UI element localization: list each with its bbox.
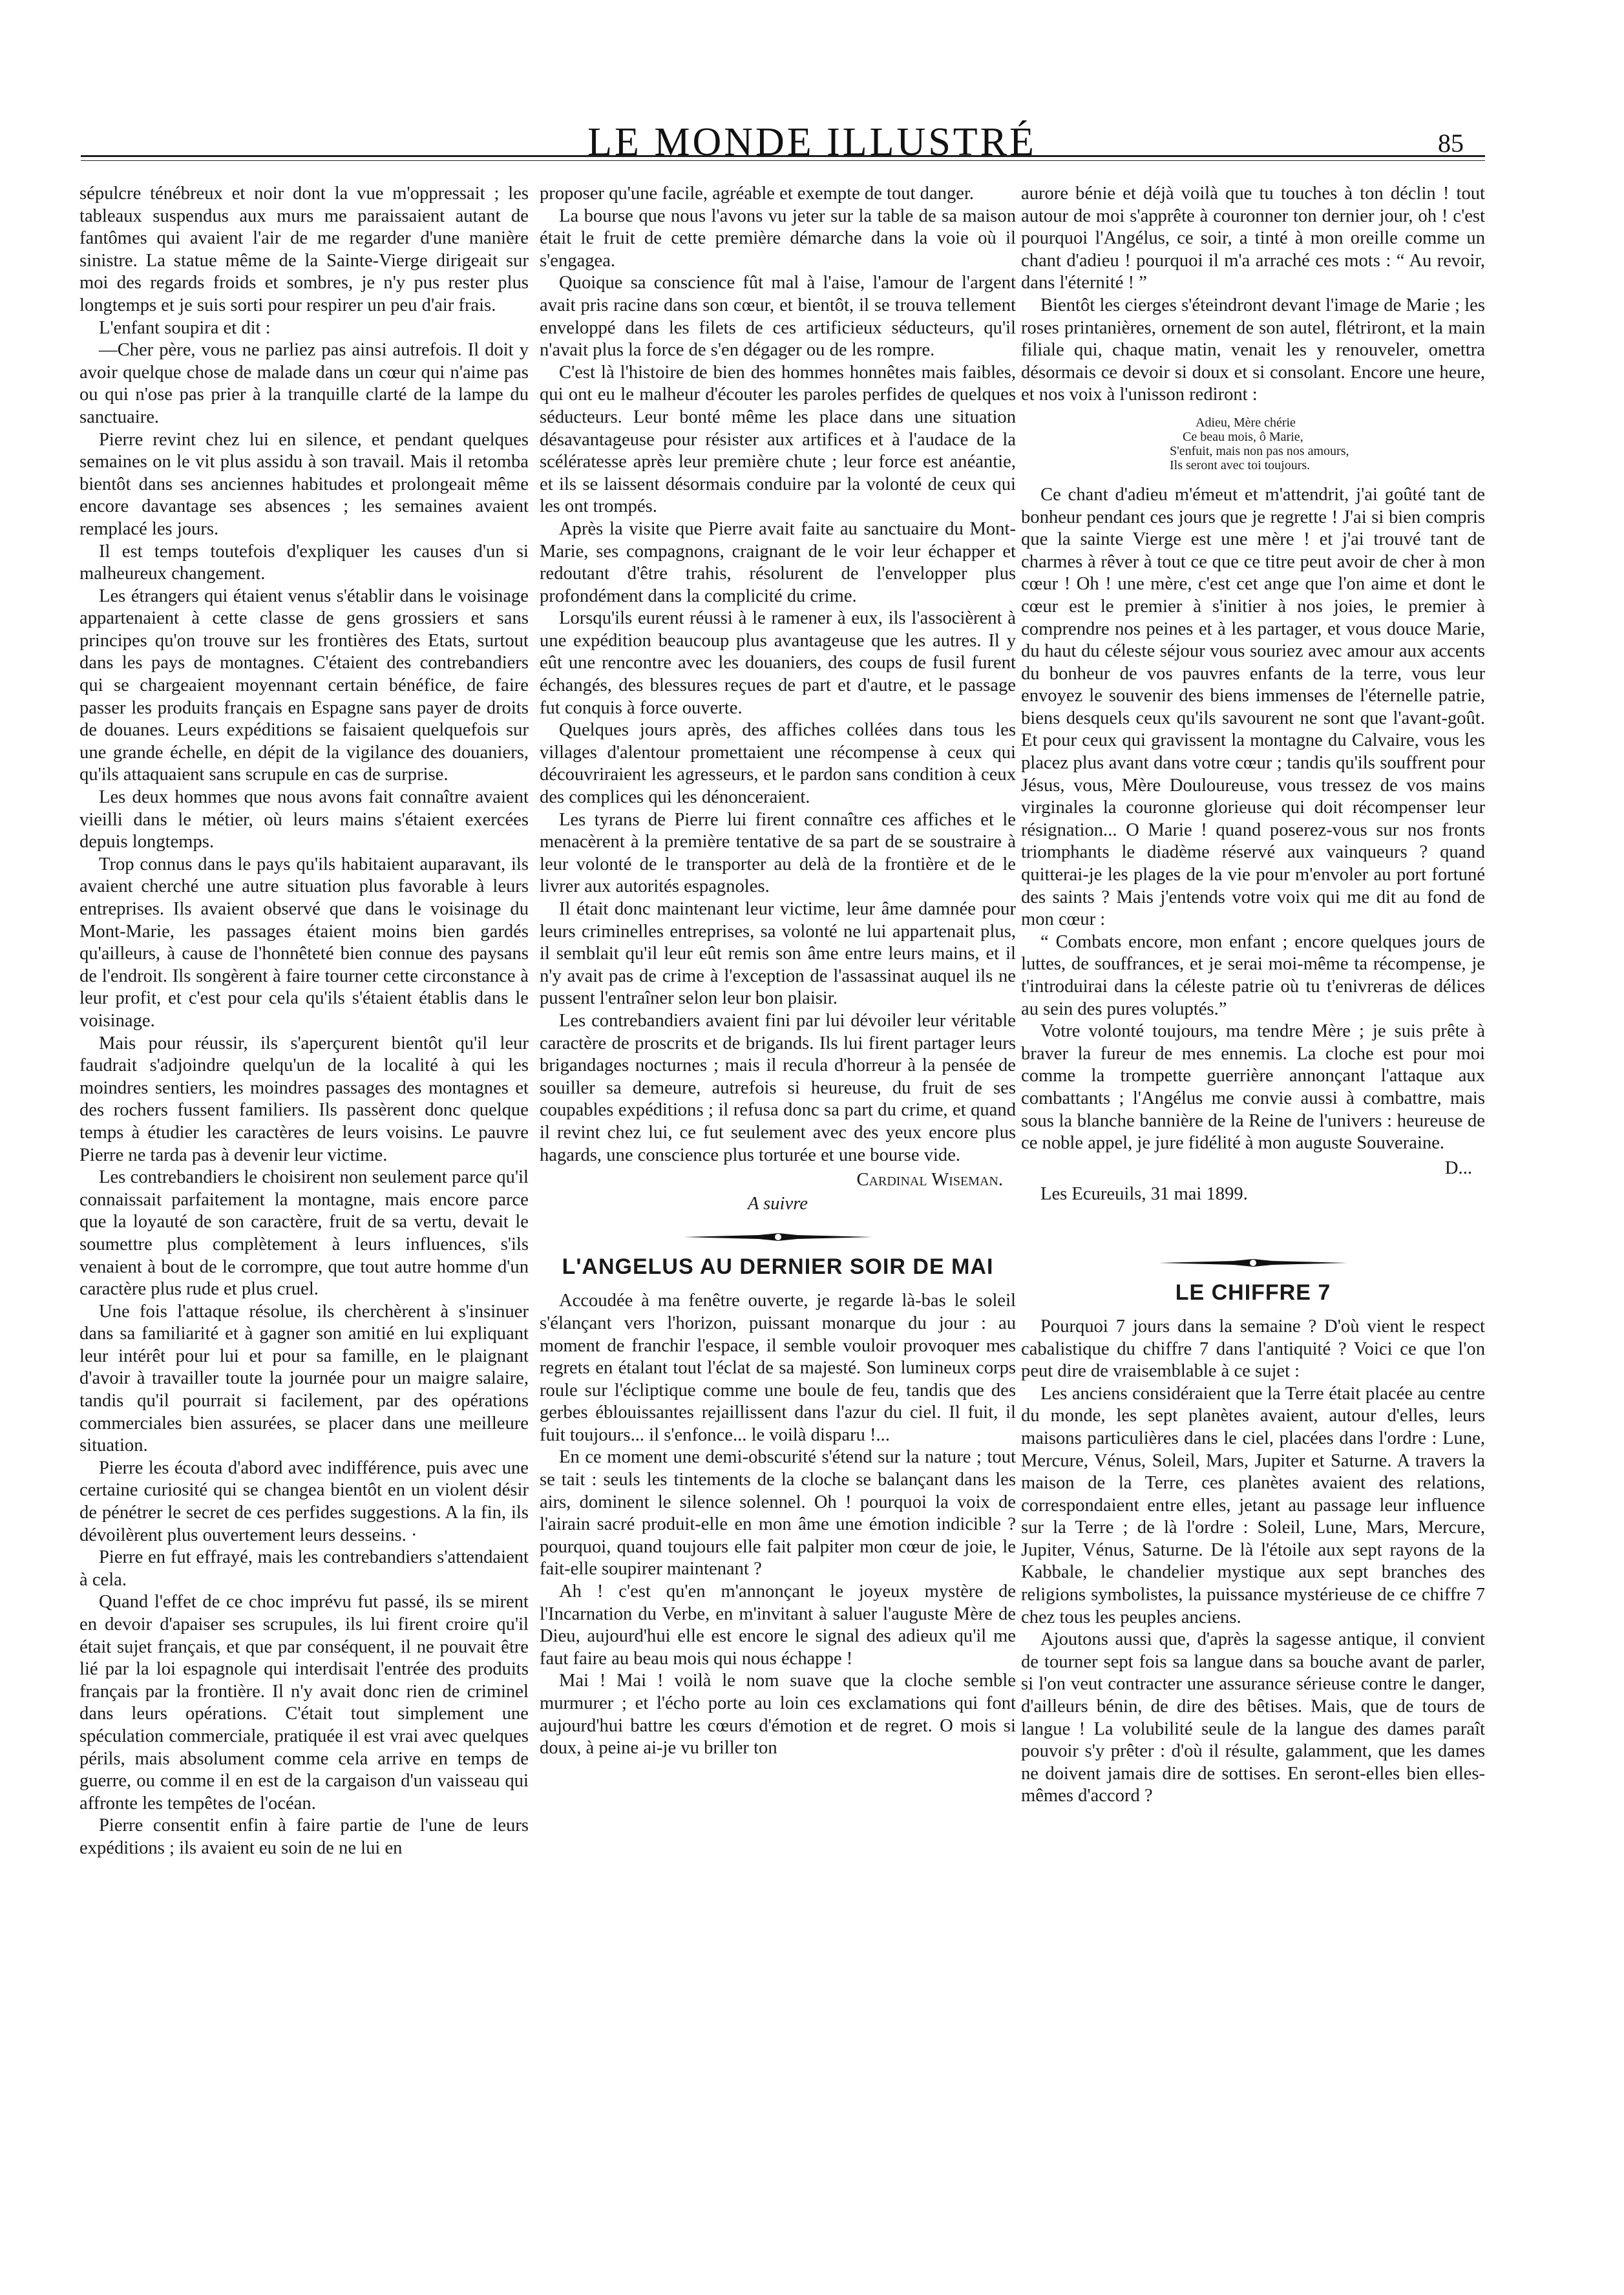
ornament-divider <box>1156 1258 1350 1268</box>
paragraph: En ce moment une demi-obscurité s'étend sur la nature ; tout se tait : seuls les tintements de la cloche se balançant dans les airs, dominent le silence solennel. Oh ! pourquoi la voix de l'airain sacré produit-elle en mon âme une émotion indicible ? pourquoi, quand toujours elle fait palpiter mon cœur de joie, le fait-elle soupirer maintenant ? <box>540 1447 1016 1580</box>
paragraph: Pierre les écouta d'abord avec indifférence, puis avec une certaine curiosité qui se changea bientôt en un violent désir de pénétrer le secret de ces perfides suggestions. A la fin, ils dévoilèrent plus ouvertement leurs desseins. · <box>79 1457 529 1545</box>
paragraph: Les deux hommes que nous avons fait connaître avaient vieilli dans le métier, où leurs mains s'étaient exercées depuis longtemps. <box>79 787 529 852</box>
paragraph: sépulcre ténébreux et noir dont la vue m'oppressait ; les tableaux suspendus aux murs me paraissaient autant de fantômes qui avaient l'air de me regarder d'une manière sinistre. La statue même de la Sainte-Vierge dirigeait sur moi des regards froids et sombres, je n'y pus rester plus longtemps et je suis sorti pour respirer un peu d'air frais. <box>79 184 529 315</box>
paragraph: Quelques jours après, des affiches collées dans tous les villages d'alentour promettaient une récompense à ceux qui découvriraient les agresseurs, et le pardon sans condition à ceux des complices qui les dénonceraient. <box>540 720 1016 808</box>
paragraph: Pierre revint chez lui en silence, et pendant quelques semaines on le vit plus assidu à son travail. Mais il retomba bientôt dans ses anciennes habitudes et prolongeait même encore davantage ses absences ; les semaines avaient remplacé les jours. <box>79 429 529 539</box>
column-2 <box>540 183 1016 2154</box>
paragraph: Pierre consentit enfin à faire partie de l'une de leurs expéditions ; ils avaient eu soin de ne lui en <box>79 1815 529 1858</box>
signature-prefix: Cardinal <box>856 1170 932 1190</box>
paragraph: Mai ! Mai ! voilà le nom suave que la cloche semble murmurer ; et l'écho porte au loin ces exclamations qui font aujourd'hui battre les cœurs d'émotion et de regret. O mois si doux, à peine ai-je vu briller ton <box>540 1671 1016 1759</box>
poem-line: Ils seront avec toi toujours. <box>1170 458 1311 472</box>
paragraph: Les tyrans de Pierre lui firent connaître ces affiches et le menacèrent à la première tentative de sa part de se soustraire à leur volonté de le transporter au delà de la frontière et de le livrer aux autorités espagnoles. <box>540 809 1016 897</box>
paragraph: —Cher père, vous ne parliez pas ainsi autrefois. Il doit y avoir quelque chose de malade dans un cœur qui n'aime pas ou qui n'ose pas prier à la tranquille clarté de la lampe du sanctuaire. <box>79 340 529 427</box>
page-number: 85 <box>1438 129 1464 158</box>
paragraph: L'enfant soupira et dit : <box>99 317 271 338</box>
paragraph: Ajoutons aussi que, d'après la sagesse antique, il convient de tourner sept fois sa langue dans sa bouche avant de parler, si l'on veut contracter une assurance sérieuse contre le danger, d'ailleurs bénin, de dire des bêtises. Mais, que de tours de langue ! La volubilité seule de la langue des dames paraît pouvoir s'y prêter : d'où il résulte, galamment, que les dames ne doivent jamais dire de sottises. En seront-elles bien elles-mêmes d'accord ? <box>1021 1629 1485 1806</box>
paragraph: La bourse que nous l'avons vu jeter sur la table de sa maison était le fruit de cette première démarche dans la voie où il s'engagea. <box>540 206 1016 271</box>
place-date: Les Ecureuils, 31 mai 1899. <box>1040 1184 1248 1205</box>
ornament-divider <box>681 1232 875 1242</box>
paragraph: “ Combats encore, mon enfant ; encore quelques jours de luttes, de souffrances, et je serai moi-même ta récompense, je t'introduirai dans la céleste patrie où tu t'enivreras de délices au sein des pures voluptés.” <box>1021 931 1485 1019</box>
paragraph: Il est temps toutefois d'expliquer les causes d'un si malheureux changement. <box>79 541 529 584</box>
author-signature: D... <box>1444 1158 1472 1178</box>
poem-line: Ce beau mois, ô Marie, <box>1183 429 1303 444</box>
column-3 <box>1021 183 1485 2154</box>
column-1 <box>79 183 529 2154</box>
paragraph: Trop connus dans le pays qu'ils habitaient auparavant, ils avaient cherché une autre situation plus favorable à leurs entreprises. Ils avaient observé que dans le voisinage du Mont-Marie, les passages étaient moins bien gardés qu'ailleurs, à cause de l'honnêteté bien connue des paysans de l'endroit. Ils songèrent à faire tourner cette circonstance à leur profit, et c'est pour cela qu'ils s'étaient établis dans le voisinage. <box>79 854 529 1031</box>
paragraph: aurore bénie et déjà voilà que tu touches à ton déclin ! tout autour de moi s'apprête à couronner ton dernier jour, oh ! c'est pourquoi l'Angélus, ce soir, a tinté à mon oreille comme un chant d'adieu ! pourquoi il m'a arraché ces mots : “ Au revoir, dans l'éternité ! ” <box>1021 184 1485 293</box>
paragraph: Mais pour réussir, ils s'aperçurent bientôt qu'il leur faudrait s'adjoindre quelqu'un de la localité à qui les moindres sentiers, les moindres passages des montagnes et des rochers fussent familiers. Ils passèrent donc quelque temps à étudier les caractères de leurs voisins. Le pauvre Pierre ne tarda pas à devenir leur victime. <box>79 1033 529 1165</box>
paragraph: Pierre en fut effrayé, mais les contrebandiers s'attendaient à cela. <box>79 1547 529 1590</box>
paragraph: Les contrebandiers le choisirent non seulement parce qu'il connaissait parfaitement la montagne, mais encore parce que la loyauté de son caractère, fruit de sa vertu, devait le soumettre plus complètement à leurs influences, s'ils venaient à bout de le corrompre, que tout autre homme d'un caractère plus rude et plus cruel. <box>79 1167 529 1300</box>
paragraph: Après la visite que Pierre avait faite au sanctuaire du Mont-Marie, ses compagnons, craignant de le voir leur échapper et redoutant d'être trahis, résolurent de l'envelopper plus profondément dans la complicité du crime. <box>540 518 1016 606</box>
paragraph: Accoudée à ma fenêtre ouverte, je regarde là-bas le soleil s'élançant vers l'horizon, puissant monarque du jour : au moment de franchir l'espace, il semble vouloir provoquer mes regrets en étalant tout l'éclat de sa majesté. Son lumineux corps roule sur l'écliptique comme une boule de feu, tandis que des gerbes éblouissantes rejaillissent dans l'azur du ciel. Il fuit, il fuit toujours... il s'enfonce... le voilà disparu !... <box>540 1291 1016 1445</box>
paragraph: Ce chant d'adieu m'émeut et m'attendrit, j'ai goûté tant de bonheur pendant ces jours que je regrette ! J'ai si bien compris que la sainte Vierge est une mère ! et j'ai trouvé tant de charmes à rêver à tout ce que ce titre peut avoir de cher à mon cœur ! Oh ! une mère, c'est cet ange que l'on aime et dont le cœur est le premier à s'initier à nos joies, le premier à comprendre nos peines et à les partager, et vous douce Marie, du haut du céleste séjour vous souriez avec amour aux accents du bonheur de vos pauvres enfants de la terre, vous leur envoyez le souvenir des biens immenses de l'éternelle patrie, biens desquels ceux qu'ils savourent ne sont que l'avant-goût. Et pour ceux qui gravissent la montagne du Calvaire, vous les placez plus avant dans votre cœur ; tandis qu'ils souffrent pour Jésus, vous, Mère Douloureuse, vous tressez de vos mains virginales la couronne glorieuse qui doit récompenser leur résignation... O Marie ! quand poserez-vous sur nos fronts triomphants le diadème réservé aux vainqueurs ? quand quitterai-je les plages de la vie pour m'envoler au port fortuné des saints ? Mais j'entends votre voix qui me dit au fond de mon cœur : <box>1021 484 1485 930</box>
paragraph: Les étrangers qui étaient venus s'établir dans le voisinage appartenaient à cette classe de gens grossiers et sans principes qu'on trouve sur les frontières des Etats, surtout dans les pays de montagnes. C'étaient des contrebandiers qui se chargeaient moyennant certain bénéfice, de faire passer les produits français en Espagne sans payer de droits de douanes. Leurs expéditions se faisaient quelquefois sur une grande échelle, en dépit de la vigilance des douaniers, qu'ils attaquaient sans scrupule en cas de surprise. <box>79 586 529 785</box>
paragraph: Il était donc maintenant leur victime, leur âme damnée pour leurs criminelles entreprises, sa volonté ne lui appartenait plus, il semblait qu'il leur eût remis son âme entre leurs mains, et il n'y avait pas de crime à l'exception de l'assassinat auquel ils ne pussent l'entraîner selon leur bon plaisir. <box>540 899 1016 1009</box>
paragraph: Bientôt les cierges s'éteindront devant l'image de Marie ; les roses printanières, ornement de son autel, flétriront, et la main filiale qui, chaque matin, venait les y renouveler, omettra désormais ce devoir si doux et si consolant. Encore une heure, et nos voix à l'unisson rediront : <box>1021 295 1485 405</box>
poem-line: Adieu, Mère chérie <box>1196 415 1296 430</box>
paragraph: Une fois l'attaque résolue, ils cherchèrent à s'insinuer dans sa familiarité et à gagner son amitié en lui expliquant leur intérêt pour lui et pour sa famille, en le plaignant d'avoir à travailler toute la journée pour un maigre salaire, tandis qu'il pourrait si facilement, par des opérations commerciales bien assurées, se placer dans une meilleure situation. <box>79 1301 529 1456</box>
article-title: L'ANGELUS AU DERNIER SOIR DE MAI <box>562 1254 994 1280</box>
paragraph: Ah ! c'est qu'en m'annonçant le joyeux mystère de l'Incarnation du Verbe, en m'invitant à saluer l'auguste Mère de Dieu, aujourd'hui elle est encore le signal des adieux qu'il me faut faire au beau mois qui nous échappe ! <box>540 1581 1016 1669</box>
signature-name: Wiseman. <box>931 1170 1003 1190</box>
paragraph: Quand l'effet de ce choc imprévu fut passé, ils se mirent en devoir d'apaiser ses scrupules, ils lui firent croire qu'il était sujet français, et que par conséquent, il ne pouvait être lié par la loi espagnole qui interdisait l'entrée des produits français par la frontière. Il n'y avait donc rien de criminel dans leurs opérations. C'était tout simplement une spéculation commerciale, pratiquée il est vrai avec quelques périls, mais absolument comme cela arrive en temps de guerre, ou comme il en est de la cargaison d'un vaisseau qui affronte les tempêtes de l'océan. <box>79 1592 529 1814</box>
paragraph: Les contrebandiers avaient fini par lui dévoiler leur véritable caractère de proscrits et de brigands. Ils lui firent partager leurs brigandages nocturnes ; mais il recula d'horreur à la pensée de souiller sa demeure, autrefois si heureuse, du fruit de ses coupables expéditions ; il refusa donc sa part du crime, et quand il revint chez lui, ce fut seulement avec des yeux encore plus hagards, une conscience plus torturée et une bourse vide. <box>540 1010 1016 1165</box>
header-rule-thin <box>81 160 1485 161</box>
newspaper-masthead: LE MONDE ILLUSTRÉ <box>587 120 1037 164</box>
paragraph: Lorsqu'ils eurent réussi à le ramener à eux, ils l'associèrent à une expédition beaucoup plus avantageuse que les autres. Il y eût une rencontre avec les douaniers, des coups de fusil furent échangés, des blessures reçues de part et d'autre, et le passage fut conquis à force ouverte. <box>540 608 1016 718</box>
article-title: LE CHIFFRE 7 <box>1175 1280 1331 1305</box>
paragraph: Pourquoi 7 jours dans la semaine ? D'où vient le respect cabalistique du chiffre 7 dans l'antiquité ? Voici ce que l'on peut dire de vraisemblable à ce sujet : <box>1021 1316 1485 1382</box>
poem-line: S'enfuit, mais non pas nos amours, <box>1170 443 1349 458</box>
paragraph: Les anciens considéraient que la Terre était placée au centre du monde, les sept planètes avaient, autour d'elles, leurs maisons particulières dans le ciel, placées dans l'ordre : Lune, Mercure, Vénus, Soleil, Mars, Jupiter et Saturne. A travers la maison de la Terre, ces planètes avaient des relations, correspondaient entre elles, jetant au passage leur influence sur la Terre ; de là l'ordre : Soleil, Lune, Mars, Mercure, Jupiter, Vénus, Saturne. De là l'étoile aux sept rayons de la Kabbale, le chandelier mystique aux sept branches des religions symbolistes, la puissance mystérieuse de ce chiffre 7 chez tous les peuples anciens. <box>1021 1383 1485 1627</box>
header-rule-thick <box>81 155 1485 157</box>
paragraph: C'est là l'histoire de bien des hommes honnêtes mais faibles, qui ont eu le malheur d'écouter les paroles perfides de quelques séducteurs. Leur bonté même les place dans une situation désavantageuse pour résister aux artifices et à l'audace de la scélératesse après leur première chute ; leur force est anéantie, et ils se laissent désormais conduire par la volonté de ceux qui les ont trompés. <box>540 362 1016 517</box>
poem-stanza <box>1021 416 1485 472</box>
paragraph: Quoique sa conscience fût mal à l'aise, l'amour de l'argent avait pris racine dans son cœur, et bientôt, il se trouva tellement enveloppé dans les filets de ces artificieux séducteurs, qu'il n'avait plus la force de s'en dégager ou de les rompre. <box>540 273 1016 361</box>
paragraph: Votre volonté toujours, ma tendre Mère ; je suis prête à braver la fureur de mes ennemis. La cloche est pour moi comme la trompette guerrière annonçant l'attaque aux combattants ; l'Angélus me convie aussi à combattre, mais sous la blanche bannière de la Reine de l'univers : heureuse de ce noble appel, je jure fidélité à mon auguste Souveraine. <box>1021 1021 1485 1154</box>
to-be-continued: A suivre <box>748 1193 808 1214</box>
paragraph: proposer qu'une facile, agréable et exempte de tout danger. <box>540 184 975 204</box>
author-signature <box>540 1169 1003 1192</box>
